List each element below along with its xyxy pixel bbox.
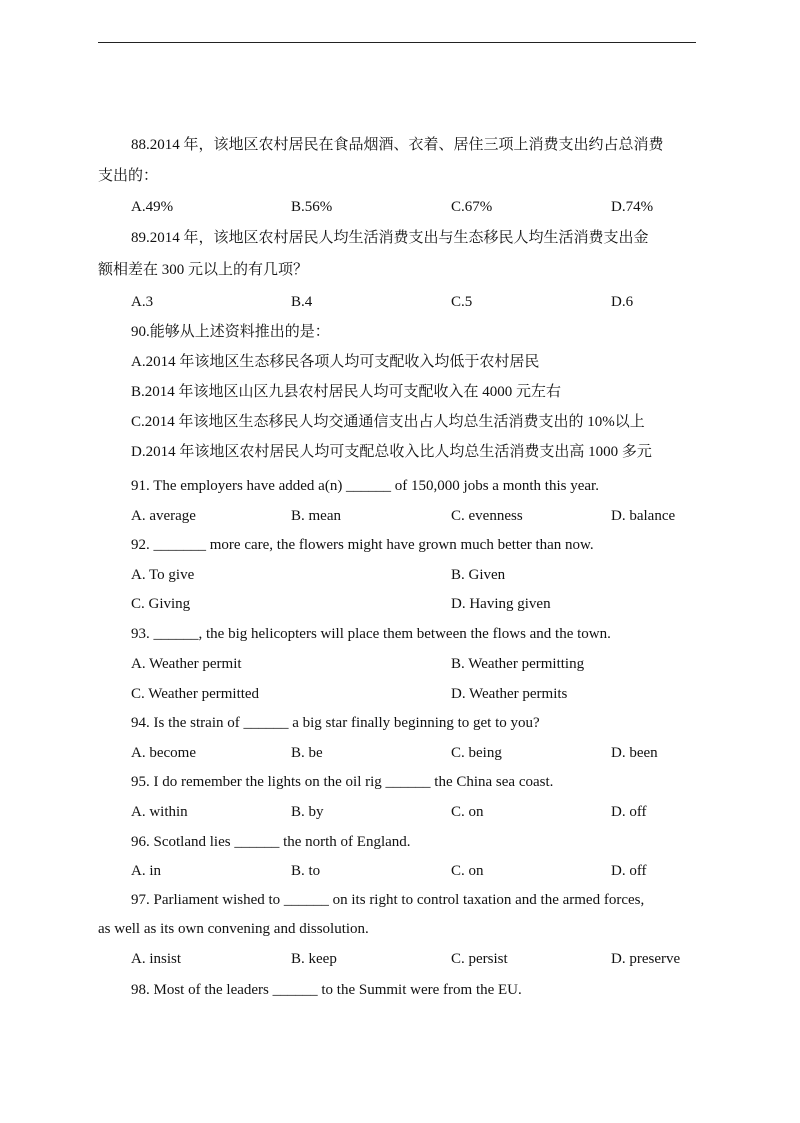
q94-option-d: D. been — [611, 745, 658, 761]
q94-option-c: C. being — [451, 745, 502, 761]
q97-option-c: C. persist — [451, 951, 508, 967]
q88-option-b: B.56% — [291, 199, 333, 215]
q90-option-d: D.2014 年该地区农村居民人均可支配总收入比人均总生活消费支出高 1000 多元 — [131, 444, 652, 460]
q92-option-c: C. Giving — [131, 596, 191, 612]
q94-option-b: B. be — [291, 745, 323, 761]
q95-option-d: D. off — [611, 804, 647, 820]
q90-stem: 90.能够从上述资料推出的是： — [131, 324, 330, 340]
q90-option-b: B.2014 年该地区山区九县农村居民人均可支配收入在 4000 元左右 — [131, 384, 562, 400]
q97-option-d: D. preserve — [611, 951, 681, 967]
q97-option-a: A. insist — [131, 951, 182, 967]
q91-option-a: A. average — [131, 508, 196, 524]
q88-stem-line2: 支出的： — [98, 168, 159, 184]
q89-option-a: A.3 — [131, 294, 154, 310]
q88-option-d: D.74% — [611, 199, 654, 215]
q88-option-a: A.49% — [131, 199, 174, 215]
q92-stem: 92. _______ more care, the flowers might have grown much better than now. — [131, 537, 594, 553]
q96-option-b: B. to — [291, 863, 321, 879]
q92-option-a: A. To give — [131, 567, 195, 583]
q95-stem: 95. I do remember the lights on the oil rig ______ the China sea coast. — [131, 774, 554, 790]
q91-stem: 91. The employers have added a(n) ______ of 150,000 jobs a month this year. — [131, 478, 599, 494]
q89-stem-line2: 额相差在 300 元以上的有几项？ — [98, 262, 309, 278]
q92-option-d: D. Having given — [451, 596, 551, 612]
q94-stem: 94. Is the strain of ______ a big star finally beginning to get to you? — [131, 715, 540, 731]
q95-option-b: B. by — [291, 804, 324, 820]
q93-stem: 93. ______, the big helicopters will place them between the flows and the town. — [131, 626, 611, 642]
q96-option-a: A. in — [131, 863, 161, 879]
q90-option-c: C.2014 年该地区生态移民人均交通通信支出占人均总生活消费支出的 10%以上 — [131, 414, 645, 430]
q97-stem-line1: 97. Parliament wished to ______ on its right to control taxation and the armed forces, — [131, 892, 645, 908]
q97-option-b: B. keep — [291, 951, 337, 967]
q93-option-d: D. Weather permits — [451, 686, 568, 702]
q96-option-c: C. on — [451, 863, 484, 879]
q92-option-b: B. Given — [451, 567, 506, 583]
q89-option-d: D.6 — [611, 294, 634, 310]
q89-option-c: C.5 — [451, 294, 473, 310]
q88-stem-line1: 88.2014 年，该地区农村居民在食品烟酒、衣着、居住三项上消费支出约占总消费 — [131, 137, 664, 153]
q95-option-a: A. within — [131, 804, 188, 820]
q91-option-b: B. mean — [291, 508, 341, 524]
q93-option-b: B. Weather permitting — [451, 656, 585, 672]
q95-option-c: C. on — [451, 804, 484, 820]
q93-option-c: C. Weather permitted — [131, 686, 260, 702]
q89-option-b: B.4 — [291, 294, 313, 310]
q91-option-d: D. balance — [611, 508, 676, 524]
q93-option-a: A. Weather permit — [131, 656, 242, 672]
q96-stem: 96. Scotland lies ______ the north of England. — [131, 834, 411, 850]
q91-option-c: C. evenness — [451, 508, 523, 524]
q98-stem: 98. Most of the leaders ______ to the Summit were from the EU. — [131, 982, 522, 998]
q90-option-a: A.2014 年该地区生态移民各项人均可支配收入均低于农村居民 — [131, 354, 540, 370]
q97-stem-line2: as well as its own convening and dissolution. — [98, 921, 369, 937]
q88-option-c: C.67% — [451, 199, 493, 215]
q89-stem-line1: 89.2014 年，该地区农村居民人均生活消费支出与生态移民人均生活消费支出金 — [131, 230, 649, 246]
q94-option-a: A. become — [131, 745, 196, 761]
q96-option-d: D. off — [611, 863, 647, 879]
